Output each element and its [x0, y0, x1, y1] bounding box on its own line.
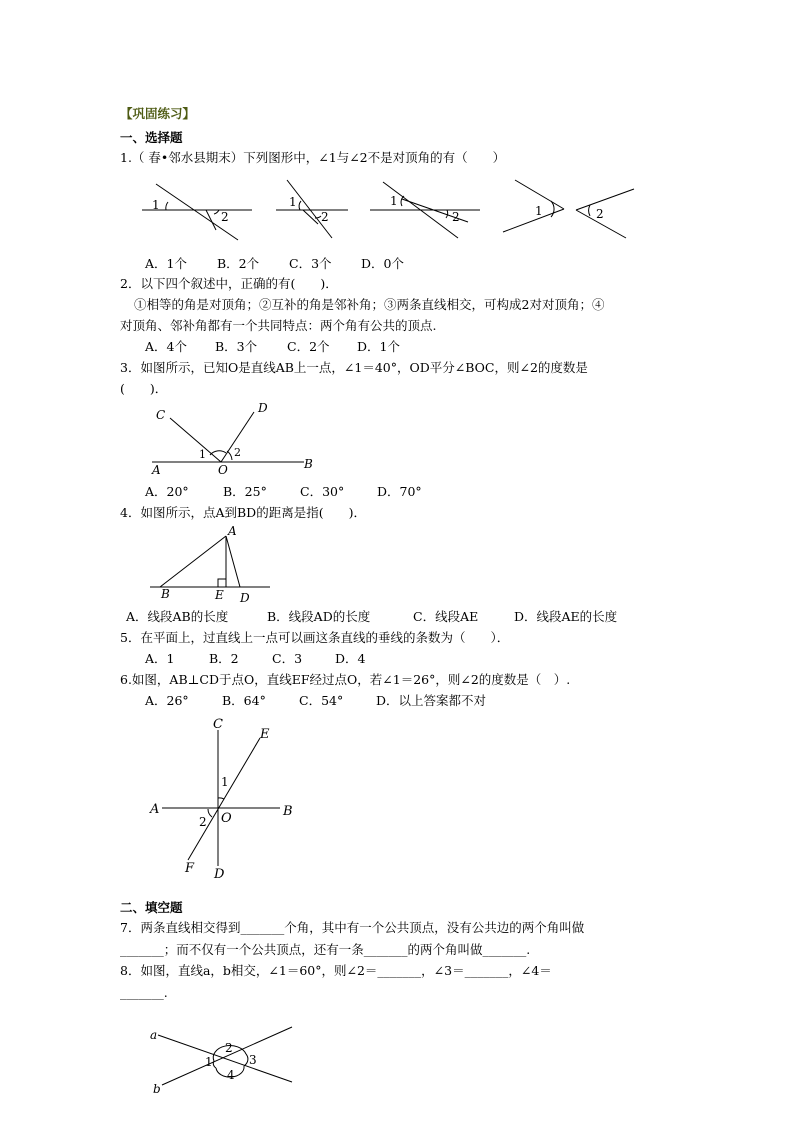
q8-label-a: a [150, 1028, 158, 1042]
q1-text: 1.（ 春•邻水县期末）下列图形中，∠1与∠2不是对顶角的有（ ） [120, 150, 506, 165]
q1-option-c[interactable]: C．3个 [289, 256, 332, 271]
q5-text: 5．在平面上，过直线上一点可以画这条直线的垂线的条数为（ ）． [120, 630, 510, 645]
q1-fig2-label-1: 1 [289, 195, 297, 209]
q3-option-d[interactable]: D．70° [377, 484, 422, 499]
q2-statements-line1: ①相等的角是对顶角；②互补的角是邻补角；③两条直线相交，可构成2对对顶角；④ [134, 297, 605, 312]
q6-label-C: C [213, 717, 223, 732]
q1-fig4-label-1: 1 [535, 204, 543, 218]
q1-fig3-label-2: 2 [452, 210, 460, 224]
q8-label-angle4: 4 [227, 1068, 235, 1082]
q3-label-B: B [304, 457, 313, 471]
practice-heading: 【巩固练习】 [120, 106, 196, 121]
q3-label-C: C [156, 408, 166, 422]
q5-option-a[interactable]: A．1 [145, 651, 175, 666]
q3-option-a[interactable]: A．20° [145, 484, 189, 499]
section-fill-in: 二、填空题 [120, 900, 183, 915]
q6-label-angle1: 1 [221, 775, 229, 789]
q4-option-a[interactable]: A．线段AB的长度 [126, 609, 229, 624]
q8-label-angle3: 3 [249, 1053, 257, 1067]
q6-label-F: F [185, 861, 195, 876]
q3-option-b[interactable]: B．25° [223, 484, 267, 499]
q3-option-c[interactable]: C．30° [300, 484, 345, 499]
q4-option-b[interactable]: B．线段AD的长度 [267, 609, 371, 624]
q8-text-line1: 8．如图，直线a，b相交，∠1＝60°，则∠2＝_______，∠3＝_______，∠4＝ [120, 963, 552, 978]
q6-option-a[interactable]: A．26° [145, 693, 189, 708]
q4-text: 4．如图所示，点A到BD的距离是指( )． [120, 505, 366, 520]
q1-fig1-label-2: 2 [221, 210, 229, 224]
q4-option-c[interactable]: C．线段AE [413, 609, 479, 624]
q6-option-b[interactable]: B．64° [222, 693, 266, 708]
q3-text-line2: ( )． [120, 381, 168, 396]
q6-label-angle2: 2 [199, 815, 207, 829]
q8-label-b: b [153, 1082, 161, 1096]
q1-fig3-label-1: 1 [390, 194, 398, 208]
q6-label-O: O [221, 811, 232, 826]
q2-option-a[interactable]: A．4个 [145, 339, 187, 354]
q4-label-D: D [240, 591, 250, 605]
q8-text-line2: _______. [120, 985, 168, 1000]
q6-label-A: A [150, 802, 160, 817]
q6-label-D: D [214, 867, 225, 882]
q8-label-angle2: 2 [225, 1041, 233, 1055]
q6-option-c[interactable]: C．54° [299, 693, 344, 708]
q1-option-d[interactable]: D．0个 [361, 256, 404, 271]
q7-text-line2: _______；而不仅有一个公共顶点，还有一条_______的两个角叫做_______. [120, 942, 531, 957]
q2-statements-line2: 对顶角、邻补角都有一个共同特点：两个角有公共的顶点. [120, 318, 437, 333]
q3-label-angle1: 1 [199, 448, 206, 461]
section-multiple-choice: 一、选择题 [120, 130, 183, 145]
q3-label-A: A [152, 463, 161, 477]
q1-fig2-label-2: 2 [321, 210, 329, 224]
q5-option-c[interactable]: C．3 [272, 651, 303, 666]
q8-label-angle1: 1 [205, 1055, 213, 1069]
q1-option-b[interactable]: B．2个 [217, 256, 260, 271]
q1-fig4-label-2: 2 [596, 207, 604, 221]
q4-label-B: B [161, 587, 170, 601]
q3-label-angle2: 2 [234, 446, 241, 459]
q4-label-E: E [215, 588, 224, 602]
q6-text: 6.如图，AB⊥CD于点O，直线EF经过点O，若∠1＝26°，则∠2的度数是（ ）. [120, 672, 571, 687]
q1-fig1-label-1: 1 [152, 198, 160, 212]
q2-option-d[interactable]: D．1个 [357, 339, 400, 354]
q6-label-B: B [283, 804, 293, 819]
q6-option-d[interactable]: D．以上答案都不对 [376, 693, 487, 708]
q1-option-a[interactable]: A．1个 [145, 256, 187, 271]
q6-label-E: E [260, 727, 270, 742]
q5-option-d[interactable]: D．4 [335, 651, 366, 666]
q3-text-line1: 3．如图所示，已知O是直线AB上一点，∠1＝40°，OD平分∠BOC，则∠2的度数是 [120, 360, 588, 375]
q5-option-b[interactable]: B．2 [209, 651, 239, 666]
q2-text: 2．以下四个叙述中，正确的有( )． [120, 276, 338, 291]
q7-text-line1: 7．两条直线相交得到_______个角，其中有一个公共顶点，没有公共边的两个角叫做 [120, 920, 585, 935]
q2-option-b[interactable]: B．3个 [215, 339, 258, 354]
q2-option-c[interactable]: C．2个 [287, 339, 330, 354]
q3-label-D: D [258, 401, 268, 415]
q4-label-A: A [228, 524, 237, 538]
q4-option-d[interactable]: D．线段AE的长度 [514, 609, 618, 624]
q3-label-O: O [218, 463, 228, 477]
